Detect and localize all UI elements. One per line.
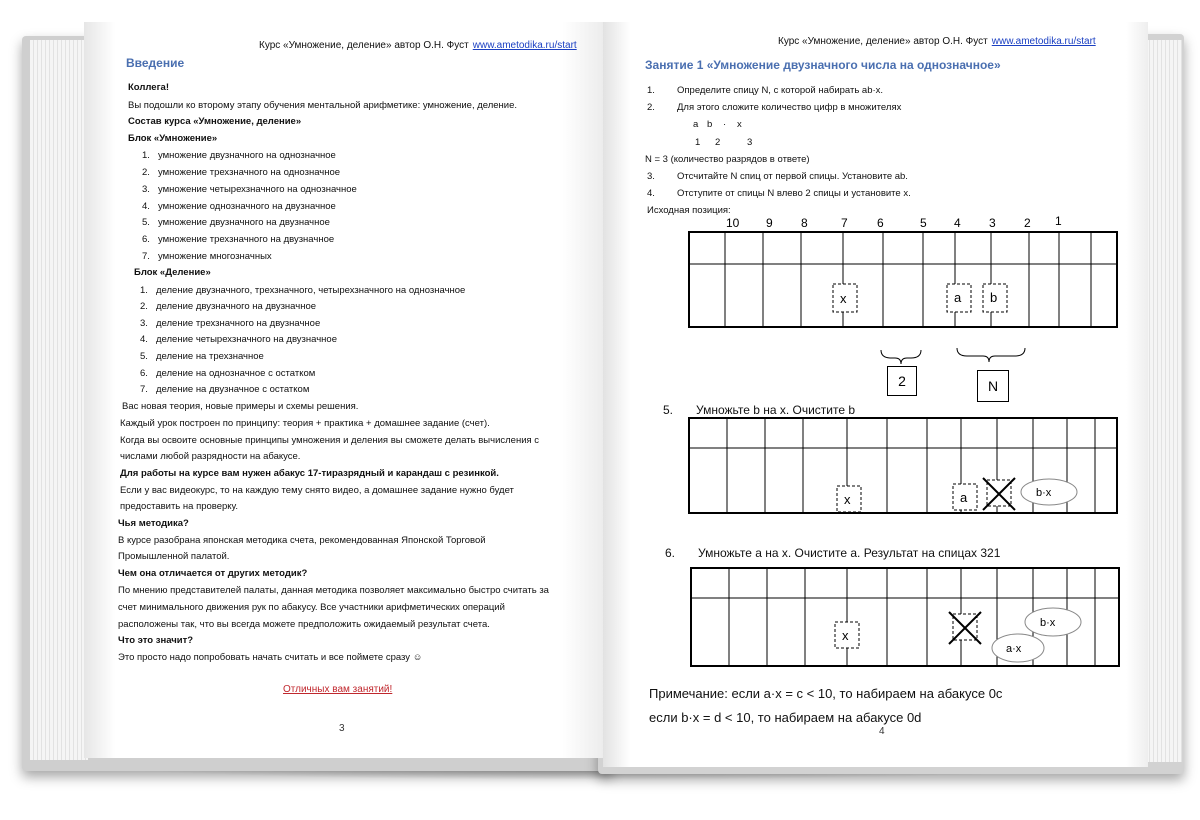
rod-number: 10 [726, 216, 740, 230]
list-item: 3. деление трехзначного на двузначное [140, 318, 321, 329]
step: 4. Отступите от спицы N влево 2 спицы и установите x. [647, 188, 911, 199]
abacus-diagram-step6 [685, 562, 1125, 674]
closing-line: Отличных вам занятий! [283, 684, 393, 695]
header-text: Курс «Умножение, деление» автор О.Н. Фуст [778, 36, 988, 47]
list-item: 7. деление на двузначное с остатком [140, 384, 310, 395]
factor-row: a b · x [693, 119, 742, 130]
box-label: b [990, 290, 998, 305]
box-label: x [844, 492, 851, 507]
rod-number: 5 [920, 216, 927, 230]
lesson-title: Занятие 1 «Умножение двузначного числа на однозначное» [645, 58, 1001, 72]
list-item: 5. умножение двузначного на двузначное [142, 217, 330, 228]
right-page-edges [1146, 40, 1182, 762]
list-item: 4. деление четырехзначного на двузначное [140, 334, 337, 345]
brace-n [957, 348, 1025, 362]
brace-two [881, 350, 921, 364]
rod-number: 4 [954, 216, 961, 230]
list-item: 7. умножение многозначных [142, 251, 272, 262]
ellipse-label: a·x [1006, 643, 1022, 655]
question: Что это значит? [118, 635, 194, 646]
paragraph: Каждый урок построен по принципу: теория + практика + домашнее задание (счет). [120, 418, 490, 429]
list-item: 1. умножение двузначного на однозначное [142, 150, 336, 161]
list-item: 4. умножение однозначного на двузначное [142, 201, 336, 212]
page-title: Введение [126, 56, 185, 70]
abacus-diagram-initial [683, 212, 1123, 382]
paragraph: Вас новая теория, новые примеры и схемы решения. [122, 401, 359, 412]
rod-number: 1 [1055, 214, 1062, 228]
box-label: x [840, 291, 847, 306]
page-number: 3 [339, 723, 345, 734]
note-line: если b·x = d < 10, то набираем на абакусе 0d [649, 710, 922, 725]
paragraph: Промышленной палатой. [118, 551, 230, 562]
step: 3. Отсчитайте N спиц от первой спицы. Установите ab. [647, 171, 908, 182]
rod-number: 7 [841, 216, 848, 230]
paragraph: Когда вы освоите основные принципы умножения и деления вы сможете делать вычисления с [120, 435, 540, 446]
rod-number: 2 [1024, 216, 1031, 230]
box-label: a [954, 290, 962, 305]
page-number: 4 [879, 726, 885, 737]
box-label: x [842, 628, 849, 643]
list-item: 6. умножение трехзначного на двузначное [142, 234, 335, 245]
right-page [603, 22, 1148, 767]
brace-label-box: 2 [887, 366, 917, 396]
rod-number: 6 [877, 216, 884, 230]
page-header [778, 36, 1096, 47]
box-label: a [960, 490, 968, 505]
left-page-edges [30, 40, 88, 760]
initial-position-label: Исходная позиция: [647, 205, 731, 216]
step: 2. Для этого сложите количество цифр в множителях [647, 102, 902, 113]
abacus-diagram-step5 [683, 412, 1123, 522]
paragraph: предоставить на проверку. [120, 501, 238, 512]
abacus-rods [725, 232, 1091, 327]
header-link[interactable]: www.ametodika.ru/start [472, 40, 577, 51]
header-link[interactable]: www.ametodika.ru/start [991, 36, 1096, 47]
brace-label-box: N [977, 370, 1009, 402]
question: Чем она отличается от других методик? [118, 568, 308, 579]
list-item: 6. деление на однозначное с остатком [140, 368, 316, 379]
note-line: Примечание: если a·x = c < 10, то набираем на абакусе 0c [649, 686, 1003, 701]
page-header [259, 40, 577, 51]
question: Чья методика? [118, 518, 189, 529]
paragraph: расположены так, что вы всегда можете предположить ожидаемый результат счета. [118, 619, 490, 630]
abacus-frame [689, 232, 1117, 327]
paragraph: Если у вас видеокурс, то на каждую тему снято видео, а домашнее задание нужно будет [120, 485, 514, 496]
list-item: 2. деление двузначного на двузначное [140, 301, 317, 312]
list-item: 1. деление двузначного, трехзначного, четырехзначного на однозначное [140, 285, 466, 296]
greeting: Коллега! [128, 82, 169, 93]
paragraph: Это просто надо попробовать начать считать и все поймете сразу ☺ [118, 652, 423, 663]
step-6: 6. Умножьте а на x. Очистите а. Результат на спицах 321 [665, 546, 1001, 560]
block-mult-title: Блок «Умножение» [128, 133, 218, 144]
rod-number: 3 [989, 216, 996, 230]
step: 1. Определите спицу N, с которой набирать ab·x. [647, 85, 884, 96]
factor-digit-row: 1 2 3 [695, 137, 753, 148]
paragraph: По мнению представителей палаты, данная методика позволяет максимально быстро считать за [118, 585, 549, 596]
block-div-title: Блок «Деление» [134, 267, 211, 278]
list-item: 2. умножение трехзначного на однозначное [142, 167, 341, 178]
left-page [84, 22, 604, 758]
paragraph: числами любой разрядности на абакусе. [120, 451, 301, 462]
composition-title: Состав курса «Умножение, деление» [128, 116, 302, 127]
rod-number: 9 [766, 216, 773, 230]
ellipse-label: b·x [1036, 487, 1052, 499]
rod-number-row [726, 214, 1062, 230]
step-5: 5. Умножьте b на x. Очистите b [663, 403, 856, 417]
n-line: N = 3 (количество разрядов в ответе) [645, 154, 810, 165]
paragraph: Для работы на курсе вам нужен абакус 17-тиразрядный и карандаш с резинкой. [120, 468, 499, 479]
ellipse-label: b·x [1040, 617, 1056, 629]
paragraph: счет минимального движения рук по абакусу. Все участники арифметических операций [118, 602, 505, 613]
header-text: Курс «Умножение, деление» автор О.Н. Фуст [259, 40, 469, 51]
list-item: 5. деление на трехзначное [140, 351, 264, 362]
paragraph: В курсе разобрана японская методика счета, рекомендованная Японской Торговой [118, 535, 486, 546]
rod-number: 8 [801, 216, 808, 230]
list-item: 3. умножение четырехзначного на однозначное [142, 184, 357, 195]
intro-text: Вы подошли ко второму этапу обучения ментальной арифметике: умножение, деление. [128, 100, 518, 111]
